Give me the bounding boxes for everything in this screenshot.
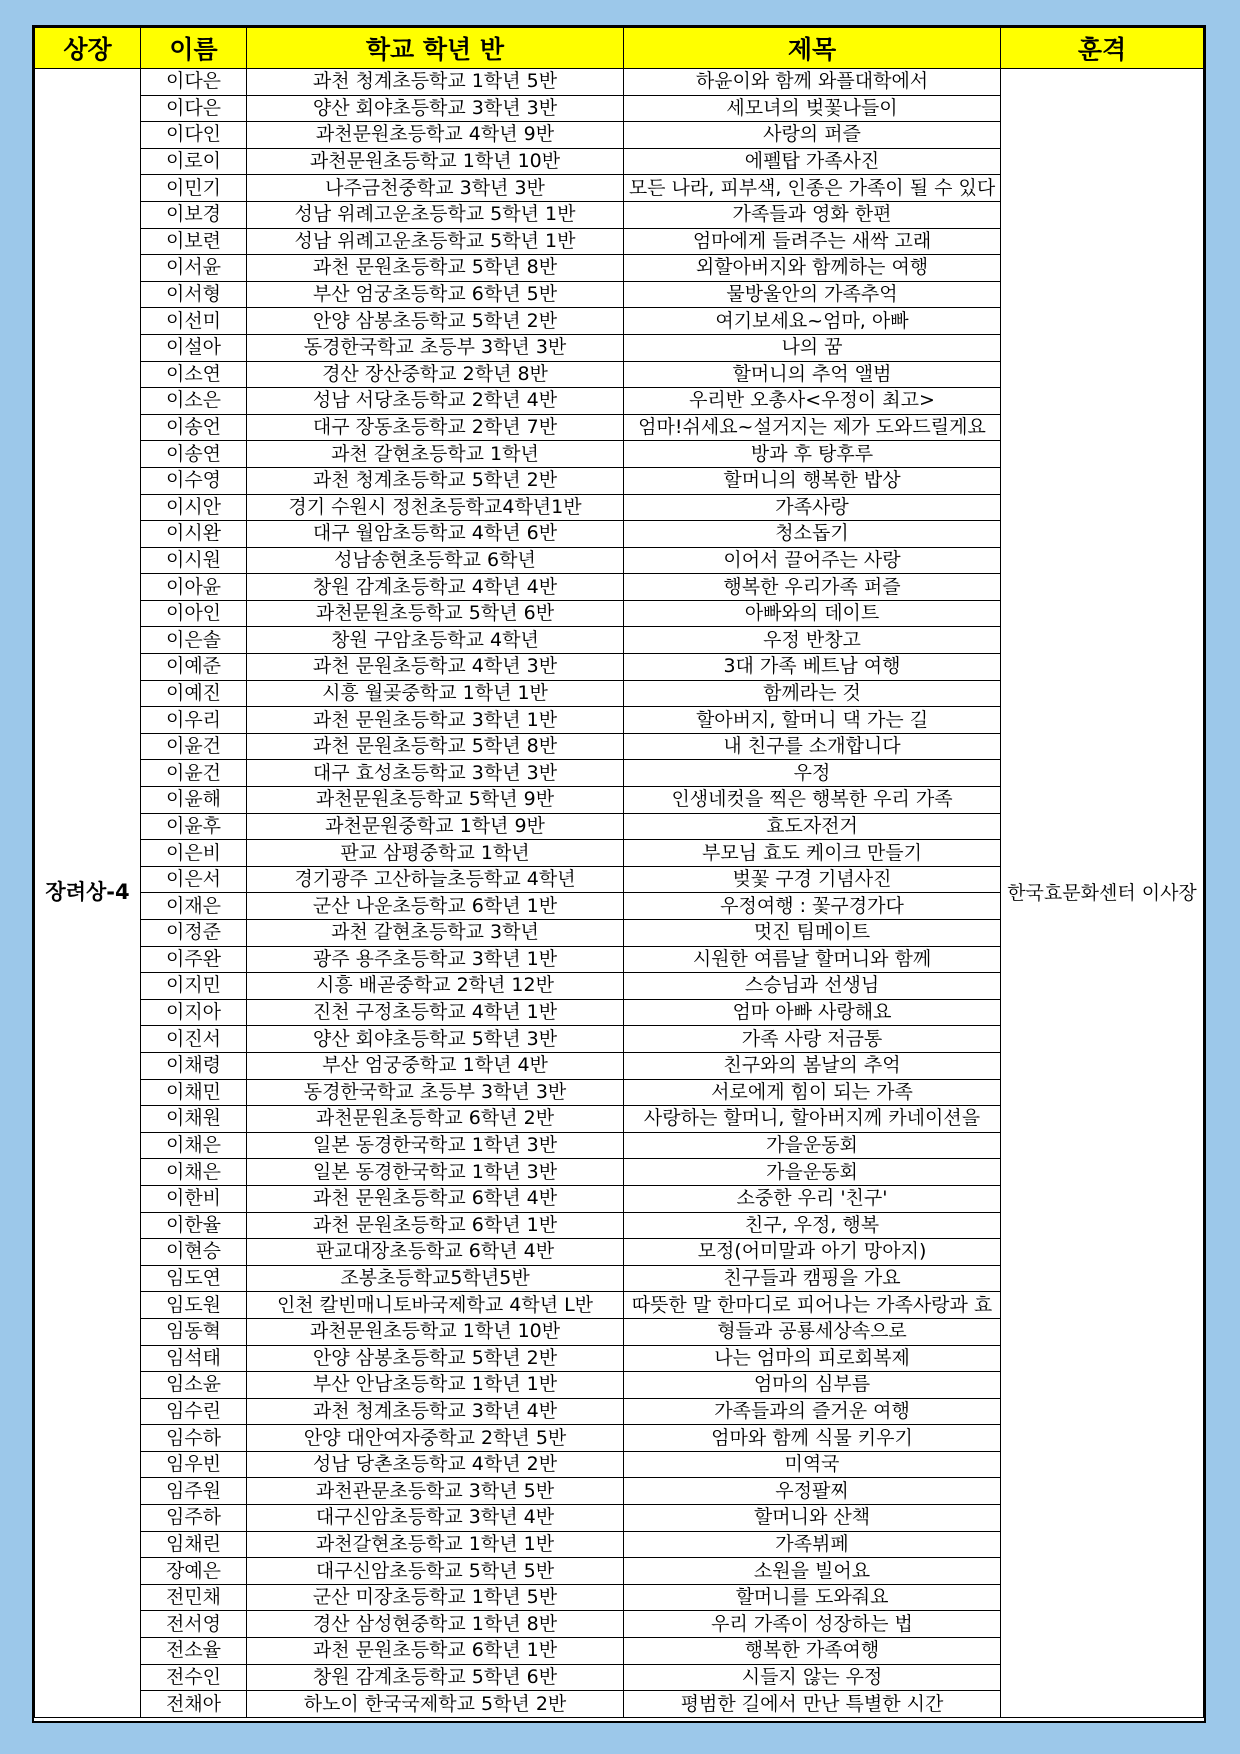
title-cell: 친구와의 봄날의 추억 xyxy=(624,1052,1001,1079)
name-cell: 임도원 xyxy=(141,1292,247,1319)
name-cell: 이로이 xyxy=(141,148,247,175)
school-cell: 과천문원초등학교 5학년 6반 xyxy=(247,600,624,627)
school-cell: 부산 엄궁중학교 1학년 4반 xyxy=(247,1052,624,1079)
school-cell: 하노이 한국국제학교 5학년 2반 xyxy=(247,1691,624,1718)
school-cell: 과천문원초등학교 1학년 10반 xyxy=(247,148,624,175)
school-cell: 과천 청계초등학교 1학년 5반 xyxy=(247,69,624,96)
school-cell: 과천 문원초등학교 5학년 8반 xyxy=(247,733,624,760)
name-cell: 임동혁 xyxy=(141,1318,247,1345)
name-cell: 이예진 xyxy=(141,680,247,707)
school-cell: 성남 위례고운초등학교 5학년 1반 xyxy=(247,228,624,255)
school-cell: 경기광주 고산하늘초등학교 4학년 xyxy=(247,866,624,893)
school-cell: 양산 회야초등학교 3학년 3반 xyxy=(247,95,624,122)
title-cell: 행복한 가족여행 xyxy=(624,1638,1001,1665)
title-cell: 우정 xyxy=(624,760,1001,787)
header-school: 학교 학년 반 xyxy=(247,28,624,69)
title-cell: 가을운동회 xyxy=(624,1159,1001,1186)
name-cell: 이윤건 xyxy=(141,760,247,787)
name-cell: 이선미 xyxy=(141,308,247,335)
name-cell: 이시완 xyxy=(141,521,247,548)
school-cell: 과천문원초등학교 1학년 10반 xyxy=(247,1318,624,1345)
name-cell: 이민기 xyxy=(141,175,247,202)
header-row xyxy=(35,28,1204,69)
name-cell: 이소은 xyxy=(141,388,247,415)
title-cell: 행복한 우리가족 퍼즐 xyxy=(624,574,1001,601)
name-cell: 이은서 xyxy=(141,866,247,893)
name-cell: 이주완 xyxy=(141,946,247,973)
title-cell: 할머니를 도와줘요 xyxy=(624,1584,1001,1611)
name-cell: 임우빈 xyxy=(141,1451,247,1478)
motto-cell: 한국효문화센터 이사장 xyxy=(1001,69,1204,1718)
title-cell: 우리 가족이 성장하는 법 xyxy=(624,1611,1001,1638)
name-cell: 이설아 xyxy=(141,334,247,361)
school-cell: 일본 동경한국학교 1학년 3반 xyxy=(247,1132,624,1159)
school-cell: 과천문원초등학교 5학년 9반 xyxy=(247,787,624,814)
school-cell: 부산 엄궁초등학교 6학년 5반 xyxy=(247,281,624,308)
title-cell: 엄마의 심부름 xyxy=(624,1372,1001,1399)
name-cell: 이채령 xyxy=(141,1052,247,1079)
school-cell: 과천 문원초등학교 5학년 8반 xyxy=(247,255,624,282)
name-cell: 임수린 xyxy=(141,1398,247,1425)
title-cell: 친구들과 캠핑을 가요 xyxy=(624,1265,1001,1292)
school-cell: 과천갈현초등학교 1학년 1반 xyxy=(247,1531,624,1558)
name-cell: 이진서 xyxy=(141,1026,247,1053)
title-cell: 우정여행 : 꽃구경가다 xyxy=(624,893,1001,920)
title-cell: 가족뷔페 xyxy=(624,1531,1001,1558)
title-cell: 인생네컷을 찍은 행복한 우리 가족 xyxy=(624,787,1001,814)
name-cell: 이한율 xyxy=(141,1212,247,1239)
name-cell: 이시원 xyxy=(141,547,247,574)
title-cell: 가족들과의 즐거운 여행 xyxy=(624,1398,1001,1425)
school-cell: 일본 동경한국학교 1학년 3반 xyxy=(247,1159,624,1186)
title-cell: 사랑하는 할머니, 할아버지께 카네이션을 xyxy=(624,1106,1001,1133)
school-cell: 성남 위례고운초등학교 5학년 1반 xyxy=(247,201,624,228)
school-cell: 과천 청계초등학교 5학년 2반 xyxy=(247,467,624,494)
name-cell: 전채아 xyxy=(141,1691,247,1718)
table-row xyxy=(35,69,1204,96)
award-cell: 장려상-4 xyxy=(35,69,141,1718)
name-cell: 이송언 xyxy=(141,414,247,441)
school-cell: 과천문원초등학교 4학년 9반 xyxy=(247,122,624,149)
school-cell: 진천 구정초등학교 4학년 1반 xyxy=(247,999,624,1026)
name-cell: 이은비 xyxy=(141,840,247,867)
school-cell: 대구신암초등학교 3학년 4반 xyxy=(247,1505,624,1532)
title-cell: 가족들과 영화 한편 xyxy=(624,201,1001,228)
school-cell: 군산 나운초등학교 6학년 1반 xyxy=(247,893,624,920)
name-cell: 이지아 xyxy=(141,999,247,1026)
name-cell: 임석태 xyxy=(141,1345,247,1372)
name-cell: 이아인 xyxy=(141,600,247,627)
title-cell: 가을운동회 xyxy=(624,1132,1001,1159)
school-cell: 과천 갈현초등학교 1학년 xyxy=(247,441,624,468)
name-cell: 임채린 xyxy=(141,1531,247,1558)
title-cell: 할아버지, 할머니 댁 가는 길 xyxy=(624,707,1001,734)
name-cell: 이보경 xyxy=(141,201,247,228)
name-cell: 이다인 xyxy=(141,122,247,149)
table-body xyxy=(35,69,1204,1718)
title-cell: 엄마!쉬세요~설거지는 제가 도와드릴게요 xyxy=(624,414,1001,441)
title-cell: 이어서 끌어주는 사랑 xyxy=(624,547,1001,574)
title-cell: 엄마에게 들려주는 새싹 고래 xyxy=(624,228,1001,255)
title-cell: 나는 엄마의 피로회복제 xyxy=(624,1345,1001,1372)
name-cell: 이현승 xyxy=(141,1239,247,1266)
title-cell: 모정(어미말과 아기 망아지) xyxy=(624,1239,1001,1266)
title-cell: 멋진 팀메이트 xyxy=(624,920,1001,947)
school-cell: 대구 효성초등학교 3학년 3반 xyxy=(247,760,624,787)
title-cell: 에펠탑 가족사진 xyxy=(624,148,1001,175)
name-cell: 전소율 xyxy=(141,1638,247,1665)
award-table xyxy=(34,27,1204,1718)
name-cell: 전민채 xyxy=(141,1584,247,1611)
name-cell: 전서영 xyxy=(141,1611,247,1638)
title-cell: 할머니의 추억 앨범 xyxy=(624,361,1001,388)
name-cell: 이다은 xyxy=(141,69,247,96)
title-cell: 친구, 우정, 행복 xyxy=(624,1212,1001,1239)
header-name: 이름 xyxy=(141,28,247,69)
school-cell: 성남 당촌초등학교 4학년 2반 xyxy=(247,1451,624,1478)
school-cell: 경기 수원시 정천초등학교4학년1반 xyxy=(247,494,624,521)
name-cell: 이채원 xyxy=(141,1106,247,1133)
name-cell: 이재은 xyxy=(141,893,247,920)
school-cell: 안양 삼봉초등학교 5학년 2반 xyxy=(247,308,624,335)
name-cell: 이지민 xyxy=(141,973,247,1000)
school-cell: 광주 용주초등학교 3학년 1반 xyxy=(247,946,624,973)
title-cell: 가족사랑 xyxy=(624,494,1001,521)
title-cell: 청소돕기 xyxy=(624,521,1001,548)
school-cell: 과천문원중학교 1학년 9반 xyxy=(247,813,624,840)
name-cell: 임주원 xyxy=(141,1478,247,1505)
title-cell: 외할아버지와 함께하는 여행 xyxy=(624,255,1001,282)
name-cell: 이서형 xyxy=(141,281,247,308)
title-cell: 할머니와 산책 xyxy=(624,1505,1001,1532)
school-cell: 과천 문원초등학교 4학년 3반 xyxy=(247,654,624,681)
title-cell: 효도자전거 xyxy=(624,813,1001,840)
title-cell: 스승님과 선생님 xyxy=(624,973,1001,1000)
name-cell: 장예은 xyxy=(141,1558,247,1585)
title-cell: 우정팔찌 xyxy=(624,1478,1001,1505)
school-cell: 대구신암초등학교 5학년 5반 xyxy=(247,1558,624,1585)
title-cell: 시들지 않는 우정 xyxy=(624,1664,1001,1691)
title-cell: 시원한 여름날 할머니와 함께 xyxy=(624,946,1001,973)
school-cell: 경산 삼성현중학교 1학년 8반 xyxy=(247,1611,624,1638)
title-cell: 가족 사랑 저금통 xyxy=(624,1026,1001,1053)
school-cell: 군산 미장초등학교 1학년 5반 xyxy=(247,1584,624,1611)
school-cell: 부산 안남초등학교 1학년 1반 xyxy=(247,1372,624,1399)
name-cell: 이한비 xyxy=(141,1185,247,1212)
school-cell: 양산 회야초등학교 5학년 3반 xyxy=(247,1026,624,1053)
name-cell: 이윤후 xyxy=(141,813,247,840)
name-cell: 이윤해 xyxy=(141,787,247,814)
title-cell: 3대 가족 베트남 여행 xyxy=(624,654,1001,681)
name-cell: 이다은 xyxy=(141,95,247,122)
school-cell: 창원 구암초등학교 4학년 xyxy=(247,627,624,654)
title-cell: 소원을 빌어요 xyxy=(624,1558,1001,1585)
header-award: 상장 xyxy=(35,28,141,69)
school-cell: 동경한국학교 초등부 3학년 3반 xyxy=(247,1079,624,1106)
name-cell: 이채은 xyxy=(141,1159,247,1186)
school-cell: 과천 문원초등학교 6학년 1반 xyxy=(247,1638,624,1665)
name-cell: 이예준 xyxy=(141,654,247,681)
school-cell: 안양 대안여자중학교 2학년 5반 xyxy=(247,1425,624,1452)
title-cell: 나의 꿈 xyxy=(624,334,1001,361)
school-cell: 조봉초등학교5학년5반 xyxy=(247,1265,624,1292)
school-cell: 과천 갈현초등학교 3학년 xyxy=(247,920,624,947)
school-cell: 경산 장산중학교 2학년 8반 xyxy=(247,361,624,388)
title-cell: 엄마 아빠 사랑해요 xyxy=(624,999,1001,1026)
school-cell: 과천 청계초등학교 3학년 4반 xyxy=(247,1398,624,1425)
title-cell: 따뜻한 말 한마디로 피어나는 가족사랑과 효 xyxy=(624,1292,1001,1319)
title-cell: 부모님 효도 케이크 만들기 xyxy=(624,840,1001,867)
school-cell: 나주금천중학교 3학년 3반 xyxy=(247,175,624,202)
name-cell: 이윤건 xyxy=(141,733,247,760)
school-cell: 동경한국학교 초등부 3학년 3반 xyxy=(247,334,624,361)
title-cell: 물방울안의 가족추억 xyxy=(624,281,1001,308)
name-cell: 이수영 xyxy=(141,467,247,494)
title-cell: 하윤이와 함께 와플대학에서 xyxy=(624,69,1001,96)
name-cell: 이보련 xyxy=(141,228,247,255)
name-cell: 전수인 xyxy=(141,1664,247,1691)
award-list-sheet xyxy=(32,25,1206,1723)
school-cell: 판교 삼평중학교 1학년 xyxy=(247,840,624,867)
school-cell: 대구 장동초등학교 2학년 7반 xyxy=(247,414,624,441)
name-cell: 이시안 xyxy=(141,494,247,521)
title-cell: 우정 반창고 xyxy=(624,627,1001,654)
header-motto: 훈격 xyxy=(1001,28,1204,69)
name-cell: 이우리 xyxy=(141,707,247,734)
name-cell: 임수하 xyxy=(141,1425,247,1452)
school-cell: 시흥 월곶중학교 1학년 1반 xyxy=(247,680,624,707)
title-cell: 미역국 xyxy=(624,1451,1001,1478)
school-cell: 과천 문원초등학교 6학년 4반 xyxy=(247,1185,624,1212)
title-cell: 함께라는 것 xyxy=(624,680,1001,707)
school-cell: 과천 문원초등학교 6학년 1반 xyxy=(247,1212,624,1239)
name-cell: 이아윤 xyxy=(141,574,247,601)
school-cell: 시흥 배곧중학교 2학년 12반 xyxy=(247,973,624,1000)
title-cell: 할머니의 행복한 밥상 xyxy=(624,467,1001,494)
school-cell: 창원 감계초등학교 5학년 6반 xyxy=(247,1664,624,1691)
school-cell: 성남송현초등학교 6학년 xyxy=(247,547,624,574)
name-cell: 이채은 xyxy=(141,1132,247,1159)
title-cell: 내 친구를 소개합니다 xyxy=(624,733,1001,760)
name-cell: 이은솔 xyxy=(141,627,247,654)
school-cell: 과천 문원초등학교 3학년 1반 xyxy=(247,707,624,734)
school-cell: 성남 서당초등학교 2학년 4반 xyxy=(247,388,624,415)
title-cell: 형들과 공룡세상속으로 xyxy=(624,1318,1001,1345)
school-cell: 과천문원초등학교 6학년 2반 xyxy=(247,1106,624,1133)
header-title: 제목 xyxy=(624,28,1001,69)
name-cell: 이서윤 xyxy=(141,255,247,282)
school-cell: 판교대장초등학교 6학년 4반 xyxy=(247,1239,624,1266)
name-cell: 이송연 xyxy=(141,441,247,468)
title-cell: 아빠와의 데이트 xyxy=(624,600,1001,627)
title-cell: 서로에게 힘이 되는 가족 xyxy=(624,1079,1001,1106)
title-cell: 방과 후 탕후루 xyxy=(624,441,1001,468)
title-cell: 여기보세요~엄마, 아빠 xyxy=(624,308,1001,335)
school-cell: 과천관문초등학교 3학년 5반 xyxy=(247,1478,624,1505)
school-cell: 안양 삼봉초등학교 5학년 2반 xyxy=(247,1345,624,1372)
title-cell: 우리반 오총사<우정이 최고> xyxy=(624,388,1001,415)
school-cell: 대구 월암초등학교 4학년 6반 xyxy=(247,521,624,548)
title-cell: 벚꽃 구경 기념사진 xyxy=(624,866,1001,893)
title-cell: 사랑의 퍼즐 xyxy=(624,122,1001,149)
name-cell: 이채민 xyxy=(141,1079,247,1106)
title-cell: 소중한 우리 '친구' xyxy=(624,1185,1001,1212)
school-cell: 인천 칼빈매니토바국제학교 4학년 L반 xyxy=(247,1292,624,1319)
name-cell: 이소연 xyxy=(141,361,247,388)
title-cell: 평범한 길에서 만난 특별한 시간 xyxy=(624,1691,1001,1718)
title-cell: 엄마와 함께 식물 키우기 xyxy=(624,1425,1001,1452)
school-cell: 창원 감계초등학교 4학년 4반 xyxy=(247,574,624,601)
title-cell: 모든 나라, 피부색, 인종은 가족이 될 수 있다 xyxy=(624,175,1001,202)
name-cell: 이정준 xyxy=(141,920,247,947)
name-cell: 임소윤 xyxy=(141,1372,247,1399)
name-cell: 임도연 xyxy=(141,1265,247,1292)
title-cell: 세모녀의 벚꽃나들이 xyxy=(624,95,1001,122)
name-cell: 임주하 xyxy=(141,1505,247,1532)
